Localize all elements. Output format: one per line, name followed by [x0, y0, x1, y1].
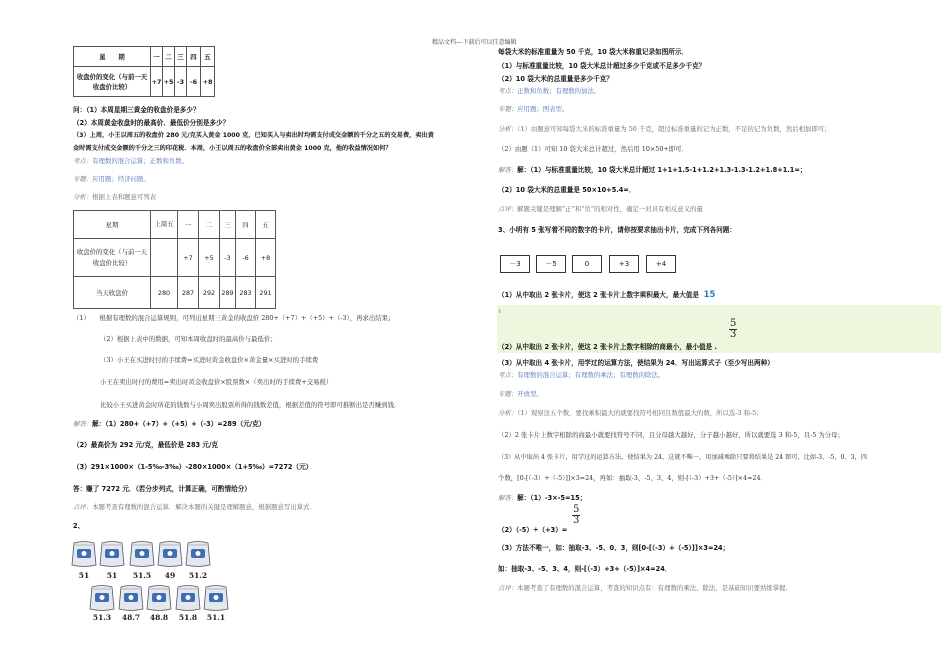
jieda-value: 解：（1）280+（+7）+（+5）+（-3）=289（元/克）: [92, 420, 266, 428]
question-line: （2）10 袋大米的总重量是多少千克？: [498, 75, 613, 83]
jieda-line-2: （2）10 袋大米的总重量是 50×10+5.4=．: [498, 186, 636, 194]
table-cell: -6: [187, 67, 201, 97]
rice-bag-weight: 51.2: [188, 571, 208, 580]
part-2: （2）从中取出 2 张卡片，使这 2 张卡片上数字相除的商最小，最小值是 .: [498, 343, 717, 351]
kaodian-value: 有理数的混合运算；有理数的乘法；有理数的除法。: [517, 371, 665, 379]
table-cell: 上周五: [151, 211, 178, 239]
rice-bag-icon: [99, 540, 125, 568]
kaodian-line: [498, 86, 600, 95]
table-cell: 291: [256, 277, 276, 309]
table-cell: 五: [201, 47, 215, 67]
table-cell: 四: [236, 211, 256, 239]
table-cell: 四: [187, 47, 201, 67]
price-change-table: [73, 46, 215, 97]
kaodian-label: 考点：: [498, 87, 518, 95]
kaodian-line: [498, 370, 664, 379]
dianping-line: [498, 583, 792, 592]
zhuanti-label: 专题：: [73, 175, 93, 183]
jieda-line-4: 如：抽取-3、-5、3、4，则-[（-3）+3+（-5）]×4=24．: [498, 565, 672, 573]
rice-bag-icon: [203, 584, 229, 612]
dianping-label: 点评：: [498, 205, 518, 213]
dianping-value: 本题考查有理数的混合运算．解决本题的关键是理解题意，根据题意写出算式．: [92, 503, 316, 511]
zhuanti-label: 专题：: [498, 390, 518, 398]
table-cell: +8: [201, 67, 215, 97]
rice-bag-weight: 51.8: [178, 613, 198, 622]
zhuanti-value: 开放型。: [517, 390, 543, 398]
number-card: 0: [572, 255, 602, 273]
number-card: －3: [500, 255, 530, 273]
dianping-value: 本题考查了有理数的混合运算，考查的知识点有：有理数的乘法、除法，是基础知识要熟练掌握．: [517, 584, 792, 592]
solution-line: 比较小王买进黄金时所花的钱数与小周卖出股票所得的钱数差值，根据差值的符号即可推断出是否赚到钱．: [100, 401, 401, 409]
question-line: （1）与标准重量比较，10 袋大米总计超过多少千克或不足多少千克？: [498, 62, 706, 70]
zhuanti-line: [498, 104, 568, 113]
answer-line: （3）291×1000×（1-5‰-3‰）-280×1000×（1+5‰）=7272（元）: [73, 463, 313, 471]
table-cell: 283: [236, 277, 256, 309]
jieda-line-2: （2）（-5）÷（+3）=: [498, 526, 568, 534]
fenxi-line-2: （2）2 张卡片上数字相除的商最小就要找符号不同，且分母越大越好，分子越小越好，所以就要选 3 和-5，且-5 为分母；: [498, 431, 844, 439]
fraction-answer: [572, 505, 580, 526]
rice-bag-icon: [157, 540, 183, 568]
rice-bag-icon: [89, 584, 115, 612]
table-cell: 当天收盘价: [74, 277, 151, 309]
fenxi-value: 根据上表和题意可列表: [92, 193, 157, 201]
table-cell: 280: [151, 277, 178, 309]
dianping-value: 解题关键是理解“正”和“负”的相对性，确定一对具有相反意义的量: [517, 205, 703, 213]
table-cell: 收盘价的变化（与前一天收盘价比较）: [74, 239, 151, 277]
question-3: 3、小明有 5 张写着不同的数字的卡片，请你按要求抽出卡片，完成下列各问题：: [498, 226, 736, 234]
table-cell: 一: [178, 211, 199, 239]
table-cell: 一: [151, 47, 163, 67]
kaodian-value: 有理数的混合运算；正数和负数。: [92, 157, 189, 165]
rice-bag-icon: [129, 540, 155, 568]
jieda-label: 解答：: [498, 494, 518, 502]
dianping-label: 点评：: [498, 584, 518, 592]
rice-bag-weight: 48.7: [121, 613, 141, 622]
fraction-denominator: 3: [730, 329, 737, 340]
jieda-line: [73, 418, 265, 428]
fenxi-line: [73, 192, 156, 201]
solution-line: 小王在卖出时付的费用=卖出时黄金收盘价×股票数×（卖出时的手续费+交易税）: [100, 378, 333, 386]
rice-bag-weight: 51.3: [92, 613, 112, 622]
rice-bag-icon: [175, 584, 201, 612]
table-cell: 287: [178, 277, 199, 309]
rice-bag-weight: 48.8: [149, 613, 169, 622]
closing-price-table: [73, 210, 276, 309]
question-number: 2、: [73, 522, 85, 530]
jieda-label: 解答：: [73, 420, 93, 428]
rice-bag-icon: [185, 540, 211, 568]
part-1-text: （1）从中取出 2 张卡片，使这 2 张卡片上数字乘积最大，最大值是: [498, 291, 699, 299]
rice-bag-weight: 51: [78, 571, 90, 580]
fenxi-label: 分析：: [498, 409, 518, 417]
question-line: （3）上周，小王以周五的收盘价 280 元/克买入黄金 1000 克，已知买入与卖出时均需支付成交金额的千分之五的交易费，卖出黄: [73, 132, 434, 139]
question-line: 问：（1）本周星期三黄金的收盘价是多少？: [73, 106, 200, 114]
question-line: 每袋大米的标准重量为 50 千克，10 袋大米称重记录如图所示．: [498, 48, 689, 56]
table-cell: 289: [220, 277, 236, 309]
table-cell: 五: [256, 211, 276, 239]
fraction-denominator: 3: [573, 515, 580, 526]
zhuanti-label: 专题：: [498, 105, 518, 113]
table-cell: +7: [151, 67, 163, 97]
fenxi-label: 分析：: [498, 125, 518, 133]
rice-bag-weight: 51.5: [132, 571, 152, 580]
part-1: [498, 289, 715, 300]
rice-bag-icon: [146, 584, 172, 612]
jieda-line-3: （3）方法不唯一，如：抽取-3、-5、0、3，则[0-[（-3）+（-5）]]×3=24；: [498, 544, 730, 552]
table-cell: -6: [236, 239, 256, 277]
table-cell: +5: [163, 67, 175, 97]
table-cell: 292: [199, 277, 220, 309]
table-cell: 星 期: [74, 47, 151, 67]
table-cell: 星期: [74, 211, 151, 239]
fraction-answer: [729, 319, 737, 340]
number-card: +4: [646, 255, 676, 273]
solution-line: （1） 根据有理数的混合运算规则，可列出星期三黄金的收盘价 280+（+7）+（+5）+（-3），再求出结果；: [73, 314, 395, 322]
part-3: （3）从中取出 4 张卡片，用学过的运算方法，使结果为 24．写出运算式子（至少写出两种）: [498, 359, 774, 367]
solution-line: （3）小王在买进时付的手续费=买进时黄金收盘价×黄金量×买进时的手续费: [100, 356, 319, 364]
kaodian-label: 考点：: [498, 371, 518, 379]
zhuanti-line: [73, 174, 150, 183]
table-cell: +7: [178, 239, 199, 277]
jieda-value: 解：（1）与标准重量比较，10 袋大米总计超过 1+1+1.5-1+1.2+1.3-1.3-1.2+1.8+1.1=；: [517, 166, 807, 174]
fenxi-value: （1）由题意可知每袋大米的标准重量为 50 千克，超过标准重量的记为正数，不足的记为负数，然后相加即可；: [517, 125, 831, 133]
fraction-numerator: 5: [730, 318, 737, 329]
fenxi-line-2: （2）由题（1）可知 10 袋大米总计超过，然后用 10×50+即可．: [498, 145, 688, 153]
jieda-line: [498, 164, 807, 174]
solution-line: （2）根据上表中的数据，可知本周收盘时的最高价与最低价；: [100, 335, 277, 343]
number-card: －5: [536, 255, 566, 273]
question-line: 金时需支付成交金额的千分之三的印花税．本周，小王以周五的收盘价全部卖出黄金 1000 克，他的收益情况如何？: [73, 145, 392, 152]
rice-bag-icon: [71, 540, 97, 568]
jieda-value: 解：（1）-3×-5=15；: [517, 494, 587, 502]
rice-bag-weight: 51: [106, 571, 118, 580]
fenxi-line-4: 个数，[0-[（-3）+（-5）]]×3=24，再如：抽取-3、-5、3、4，则-[（-3）+3+（-5）]×4=24．: [498, 474, 767, 482]
table-cell: +5: [199, 239, 220, 277]
zhuanti-value: 应用题；图表型。: [517, 105, 569, 113]
fraction-numerator: 5: [573, 504, 580, 515]
dianping-label: 点评：: [73, 503, 93, 511]
kaodian-line: [73, 156, 188, 165]
table-cell: -3: [220, 239, 236, 277]
zhuanti-line: [498, 389, 543, 398]
kaodian-value: 正数和负数；有理数的加法。: [517, 87, 601, 95]
jieda-line: [498, 492, 586, 502]
zhuanti-value: 应用题；经济问题。: [92, 175, 150, 183]
table-cell: 二: [199, 211, 220, 239]
table-cell: 三: [220, 211, 236, 239]
rice-bag-icon: [118, 584, 144, 612]
table-cell: -3: [175, 67, 187, 97]
rice-bag-weight: 49: [164, 571, 176, 580]
table-cell: +8: [256, 239, 276, 277]
rice-bag-weight: 51.1: [206, 613, 226, 622]
table-cell: [151, 239, 178, 277]
jieda-label: 解答：: [498, 166, 518, 174]
table-cell: 三: [175, 47, 187, 67]
number-card: +3: [609, 255, 639, 273]
small-mark: ı: [499, 308, 501, 315]
dianping-line: [498, 204, 703, 213]
answer-line: 答：赚了 7272 元．（若分步列式，计算正确，可酌情给分）: [73, 485, 251, 493]
table-cell: 二: [163, 47, 175, 67]
question-line: （2）本周黄金收盘时的最高价、最低价分别是多少？: [73, 119, 230, 127]
fenxi-line: [498, 408, 763, 417]
dianping-line: [73, 502, 316, 511]
fenxi-line: [498, 124, 831, 133]
part-2-text: （2）从中取出 2 张卡片，使这 2 张卡片上数字相除的商最小，最小值是: [498, 343, 713, 351]
part-1-answer: 15: [703, 290, 716, 300]
fenxi-label: 分析：: [73, 193, 93, 201]
page-header: 精品文档---下载后可以任意编辑: [432, 39, 517, 46]
fenxi-value: （1）观察这五个数，要找乘积最大的就要找符号相同且数值最大的数，所以选-3 和-5；: [517, 409, 763, 417]
table-cell: 收盘价的变化（与前一天收盘价比较）: [74, 67, 151, 97]
answer-line: （2）最高价为 292 元/克，最低价是 283 元/克: [73, 441, 219, 449]
fenxi-line-3: （3）从中取出 4 张卡片，用学过的运算方法，使结果为 24，这就不唯一，用加减乘除只要将结果是 24 即可，比如-3、-5、0、3，四: [498, 454, 867, 461]
kaodian-label: 考点：: [73, 157, 93, 165]
